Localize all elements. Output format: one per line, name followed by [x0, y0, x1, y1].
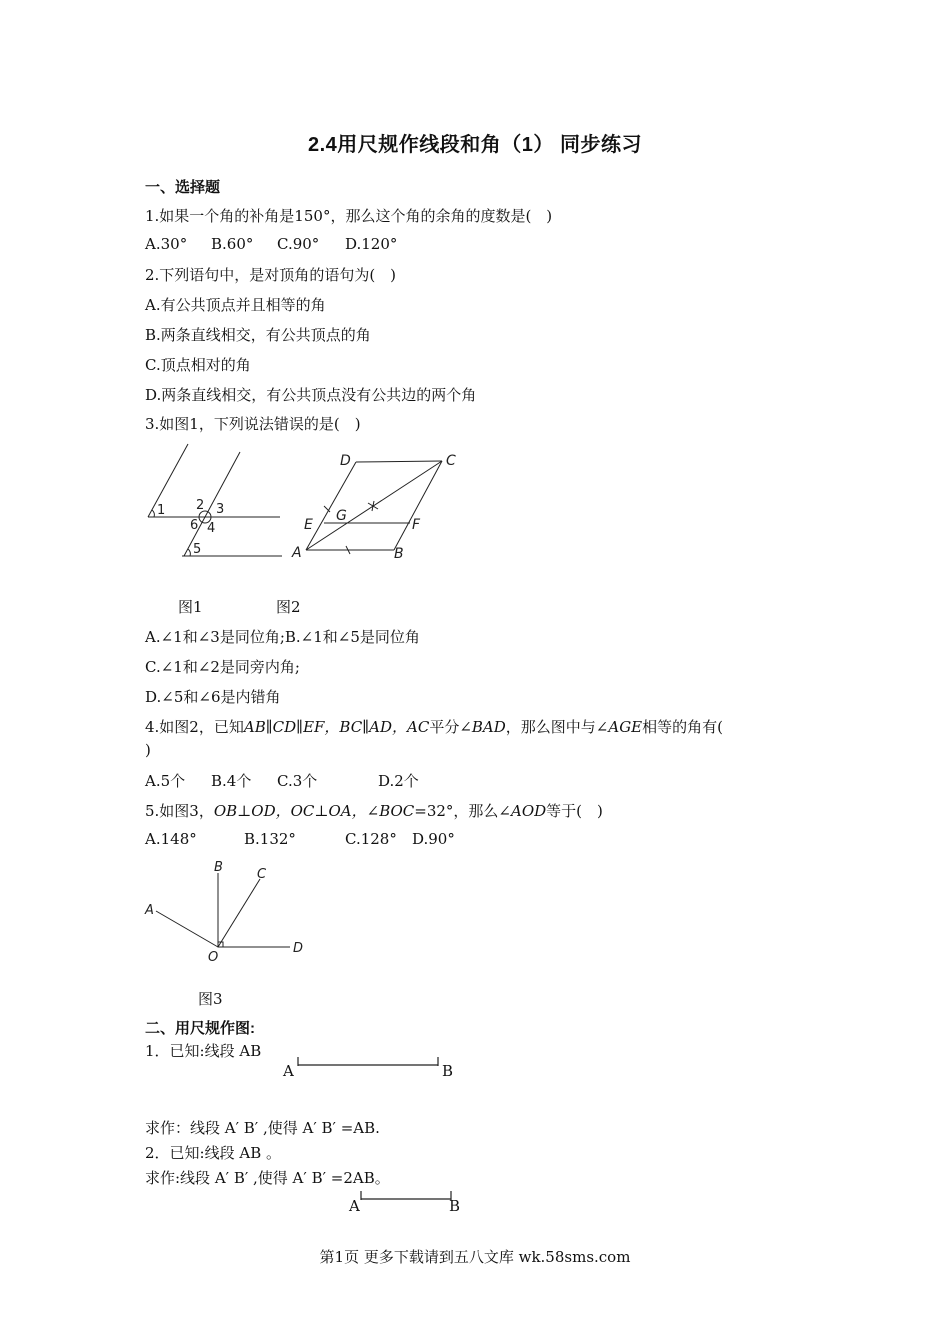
q5-stem-mid: =32°，那么∠ — [414, 802, 511, 820]
option-b: B.132° — [244, 830, 296, 848]
q5-stem-suffix: 等于( ) — [546, 802, 603, 820]
fig3-ray-oa — [156, 911, 218, 947]
construction-1-label-b: B — [442, 1062, 454, 1080]
option-d: D.2个 — [378, 772, 419, 790]
question-5-options — [145, 830, 455, 848]
option-a: A.148° — [145, 830, 197, 848]
fig3-label-d: D — [293, 941, 304, 956]
fig2-diagonal-ac — [306, 461, 442, 550]
construction-1-task: 求作：线段 A′ B′ ,使得 A′ B′ =AB. — [145, 1119, 380, 1137]
fig1-label-1: 1 — [157, 503, 166, 518]
q5-stem-prefix: 5.如图3， — [145, 802, 214, 820]
question-3-option-ab: A.∠1和∠3是同位角;B.∠1和∠5是同位角 — [145, 628, 420, 646]
question-4-options — [145, 770, 419, 791]
fig1-label-6: 6 — [190, 518, 199, 533]
question-1-options — [145, 235, 397, 253]
question-3-stem: 3.如图1，下列说法错误的是( ) — [145, 415, 361, 433]
fig3-label-a: A — [145, 903, 154, 918]
q4-stem-mid2: ，那么图中与∠ — [505, 718, 609, 736]
question-2-option-a: A.有公共顶点并且相等的角 — [145, 296, 326, 314]
page-footer: 第1页 更多下载请到五八文库 wk.58sms.com — [319, 1248, 631, 1266]
option-c: C.128° — [345, 830, 397, 848]
fig1-label-5: 5 — [193, 542, 202, 557]
fig1-angle-arc-5 — [188, 549, 190, 556]
fig2-label-g: G — [336, 508, 347, 524]
figure-2 — [290, 445, 470, 565]
option-a: A.5个 — [145, 772, 186, 790]
q5-stem-aod: AOD — [511, 802, 547, 820]
question-2-option-b: B.两条直线相交，有公共顶点的角 — [145, 326, 371, 344]
fig2-label-c: C — [446, 453, 456, 469]
fig3-label-b: B — [214, 860, 223, 875]
fig1-label-4: 4 — [207, 521, 216, 536]
page-title: 2.4用尺规作线段和角（1） 同步练习 — [308, 134, 642, 156]
fig1-transversal-left — [148, 444, 188, 517]
q4-stem-suffix: 相等的角有( — [642, 718, 723, 736]
section-heading-choice: 一、选择题 — [145, 179, 221, 196]
figure-3-caption: 图3 — [198, 990, 223, 1008]
question-4-stem — [145, 716, 723, 737]
option-b: B.4个 — [211, 772, 252, 790]
fig3-label-o: O — [208, 950, 219, 965]
fig3-label-c: C — [257, 867, 267, 882]
question-2-stem: 2.下列语句中，是对顶角的语句为( ) — [145, 266, 397, 284]
fig2-label-b: B — [394, 546, 404, 562]
question-4-stem-close: ) — [145, 741, 151, 759]
option-d: D.120° — [345, 235, 398, 253]
fig2-segment-dc — [356, 461, 442, 462]
construction-2-label-b: B — [449, 1197, 461, 1215]
fig2-label-d: D — [340, 453, 351, 469]
option-c: C.3个 — [277, 772, 318, 790]
q5-stem-math: OB⊥OD，OC⊥OA，∠BOC — [213, 802, 415, 820]
fig3-ray-oc — [218, 879, 260, 947]
figure-3 — [140, 855, 315, 970]
question-3-option-c: C.∠1和∠2是同旁内角; — [145, 658, 300, 676]
fig1-transversal-right — [184, 452, 240, 556]
fig1-label-3: 3 — [216, 502, 225, 517]
figure-2-caption: 图2 — [276, 598, 301, 616]
figure-1 — [140, 440, 290, 565]
figure-1-caption: 图1 — [178, 598, 203, 616]
q4-stem-bad: BAD — [471, 718, 506, 736]
fig2-segment-bc — [394, 461, 442, 550]
fig1-angle-arc-1 — [152, 510, 154, 517]
construction-2-given: 2．已知:线段 AB 。 — [145, 1144, 281, 1162]
question-2-option-c: C.顶点相对的角 — [145, 356, 251, 374]
q4-stem-age: AGE — [608, 718, 643, 736]
fig2-label-e: E — [304, 517, 313, 533]
construction-1-given: 1．已知:线段 AB — [145, 1042, 262, 1060]
question-2-option-d: D.两条直线相交，有公共顶点没有公共边的两个角 — [145, 386, 477, 404]
fig2-label-f: F — [412, 517, 421, 533]
question-3-option-d: D.∠5和∠6是内错角 — [145, 688, 281, 706]
question-5-stem — [145, 800, 603, 821]
construction-2-label-a: A — [349, 1197, 360, 1215]
q4-stem-prefix: 4.如图2，已知 — [145, 718, 244, 736]
section-heading-construction: 二、用尺规作图: — [145, 1020, 255, 1037]
option-b: B.60° — [211, 235, 254, 253]
construction-1-label-a: A — [283, 1062, 294, 1080]
q4-stem-math: AB∥CD∥EF，BC∥AD，AC — [243, 718, 430, 736]
option-d: D.90° — [412, 830, 455, 848]
construction-2-task: 求作:线段 A′ B′ ,使得 A′ B′ =2AB。 — [145, 1169, 390, 1187]
option-c: C.90° — [277, 235, 320, 253]
q4-stem-mid: 平分∠ — [429, 718, 472, 736]
question-1-stem: 1.如果一个角的补角是150°，那么这个角的余角的度数是( ) — [145, 207, 553, 225]
fig2-label-a: A — [292, 545, 302, 561]
fig1-label-2: 2 — [196, 498, 205, 513]
option-a: A.30° — [145, 235, 188, 253]
construction-1-segment — [290, 1053, 450, 1073]
fig2-segment-ad — [306, 462, 356, 550]
